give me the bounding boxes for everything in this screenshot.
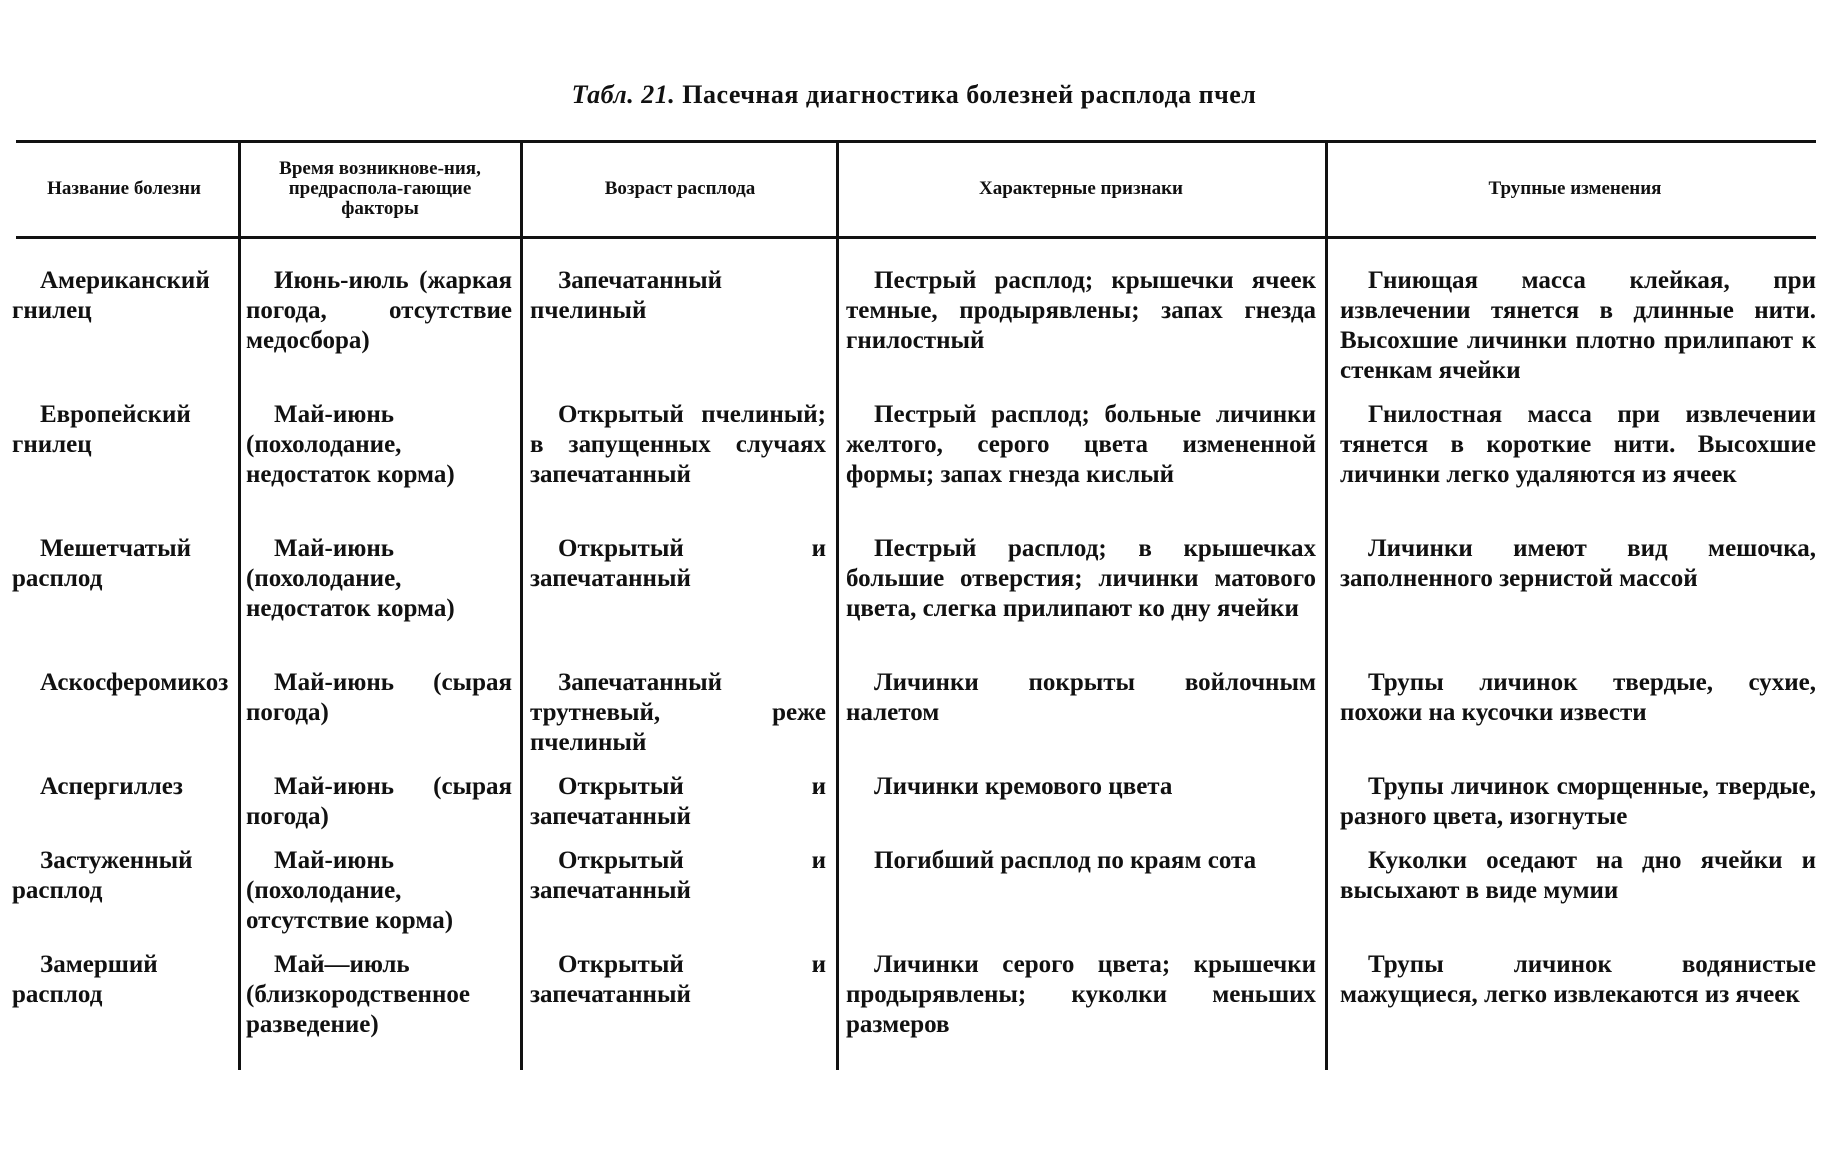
cell-time-factors: Май-июнь (сырая погода) — [246, 669, 512, 726]
cell-time-factors: Май-июнь (похолодание, недостаток корма) — [246, 401, 455, 488]
header-dead-changes: Трупные изменения — [1488, 178, 1662, 199]
cell-brood-age: Запечатанный пчелиный — [530, 267, 723, 324]
cell-signs: Личинки серого цвета; крышечки продырявлены; куколки меньших размеров — [846, 951, 1316, 1038]
cell-brood-age: Открытый и запечатанный — [530, 773, 826, 830]
table-caption — [0, 80, 1828, 110]
cell-dead-changes: Трупы личинок водянистые мажущиеся, легко извлекаются из ячеек — [1340, 951, 1816, 1008]
cell-time-factors: Июнь-июль (жаркая погода, отсутствие медосбора) — [246, 267, 512, 354]
header-time-factors: Время возникнове-ния, предраспола-гающие факторы — [279, 158, 481, 219]
cell-time-factors: Май-июнь (похолодание, отсутствие корма) — [246, 847, 454, 934]
header-signs: Характерные признаки — [979, 178, 1183, 199]
header-rule — [16, 236, 1816, 239]
cell-signs: Пестрый расплод; больные личинки желтого, серого цвета измененной формы; запах гнезда кислый — [846, 401, 1316, 488]
cell-brood-age: Открытый и запечатанный — [530, 535, 826, 592]
cell-disease-name: Мешетчатый расплод — [12, 535, 192, 592]
cell-signs: Погибший расплод по краям сота — [874, 847, 1257, 874]
cell-brood-age: Запечатанный трутневый, реже пчелиный — [530, 669, 826, 756]
header-disease-name: Название болезни — [47, 178, 201, 199]
cell-disease-name: Замерший расплод — [12, 951, 158, 1008]
cell-dead-changes: Трупы личинок твердые, сухие, похожи на кусочки извести — [1340, 669, 1816, 726]
cell-dead-changes: Куколки оседают на дно ячейки и высыхают в виде мумии — [1340, 847, 1816, 904]
cell-disease-name: Аскосферомикоз — [40, 669, 229, 696]
table-number: Табл. 21. — [571, 80, 676, 109]
cell-time-factors: Май-июнь (сырая погода) — [246, 773, 512, 830]
table-title: Пасечная диагностика болезней расплода пчел — [682, 80, 1257, 109]
cell-disease-name: Аспергиллез — [40, 773, 183, 800]
cell-signs: Пестрый расплод; в крышечках большие отверстия; личинки матового цвета, слегка прилипают ко дну ячейки — [846, 535, 1316, 622]
cell-disease-name: Застуженный расплод — [12, 847, 193, 904]
cell-brood-age: Открытый и запечатанный — [530, 847, 826, 904]
column-divider — [238, 143, 241, 1070]
cell-signs: Личинки покрыты войлочным налетом — [846, 669, 1316, 726]
cell-dead-changes: Трупы личинок сморщенные, твердые, разного цвета, изогнутые — [1340, 773, 1816, 830]
cell-signs: Личинки кремового цвета — [874, 773, 1173, 800]
cell-time-factors: Май-июнь (похолодание, недостаток корма) — [246, 535, 455, 622]
top-rule — [16, 140, 1816, 143]
cell-dead-changes: Личинки имеют вид мешочка, заполненного зернистой массой — [1340, 535, 1816, 592]
column-divider — [520, 143, 523, 1070]
column-divider — [836, 143, 839, 1070]
cell-signs: Пестрый расплод; крышечки ячеек темные, продырявлены; запах гнезда гнилостный — [846, 267, 1316, 354]
cell-time-factors: Май—июль (близкородственное разведение) — [246, 951, 470, 1038]
cell-dead-changes: Гнилостная масса при извлечении тянется в короткие нити. Высохшие личинки легко удаляются из ячеек — [1340, 401, 1816, 488]
column-divider — [1325, 143, 1328, 1070]
cell-brood-age: Открытый и запечатанный — [530, 951, 826, 1008]
cell-brood-age: Открытый пчелиный; в запущенных случаях запечатанный — [530, 401, 826, 488]
cell-disease-name: Европейский гнилец — [12, 401, 191, 458]
header-brood-age: Возраст расплода — [604, 178, 756, 199]
cell-dead-changes: Гниющая масса клейкая, при извлечении тянется в длинные нити. Высохшие личинки плотно прилипают к стенкам ячейки — [1340, 267, 1816, 384]
cell-disease-name: Американский гнилец — [12, 267, 210, 324]
